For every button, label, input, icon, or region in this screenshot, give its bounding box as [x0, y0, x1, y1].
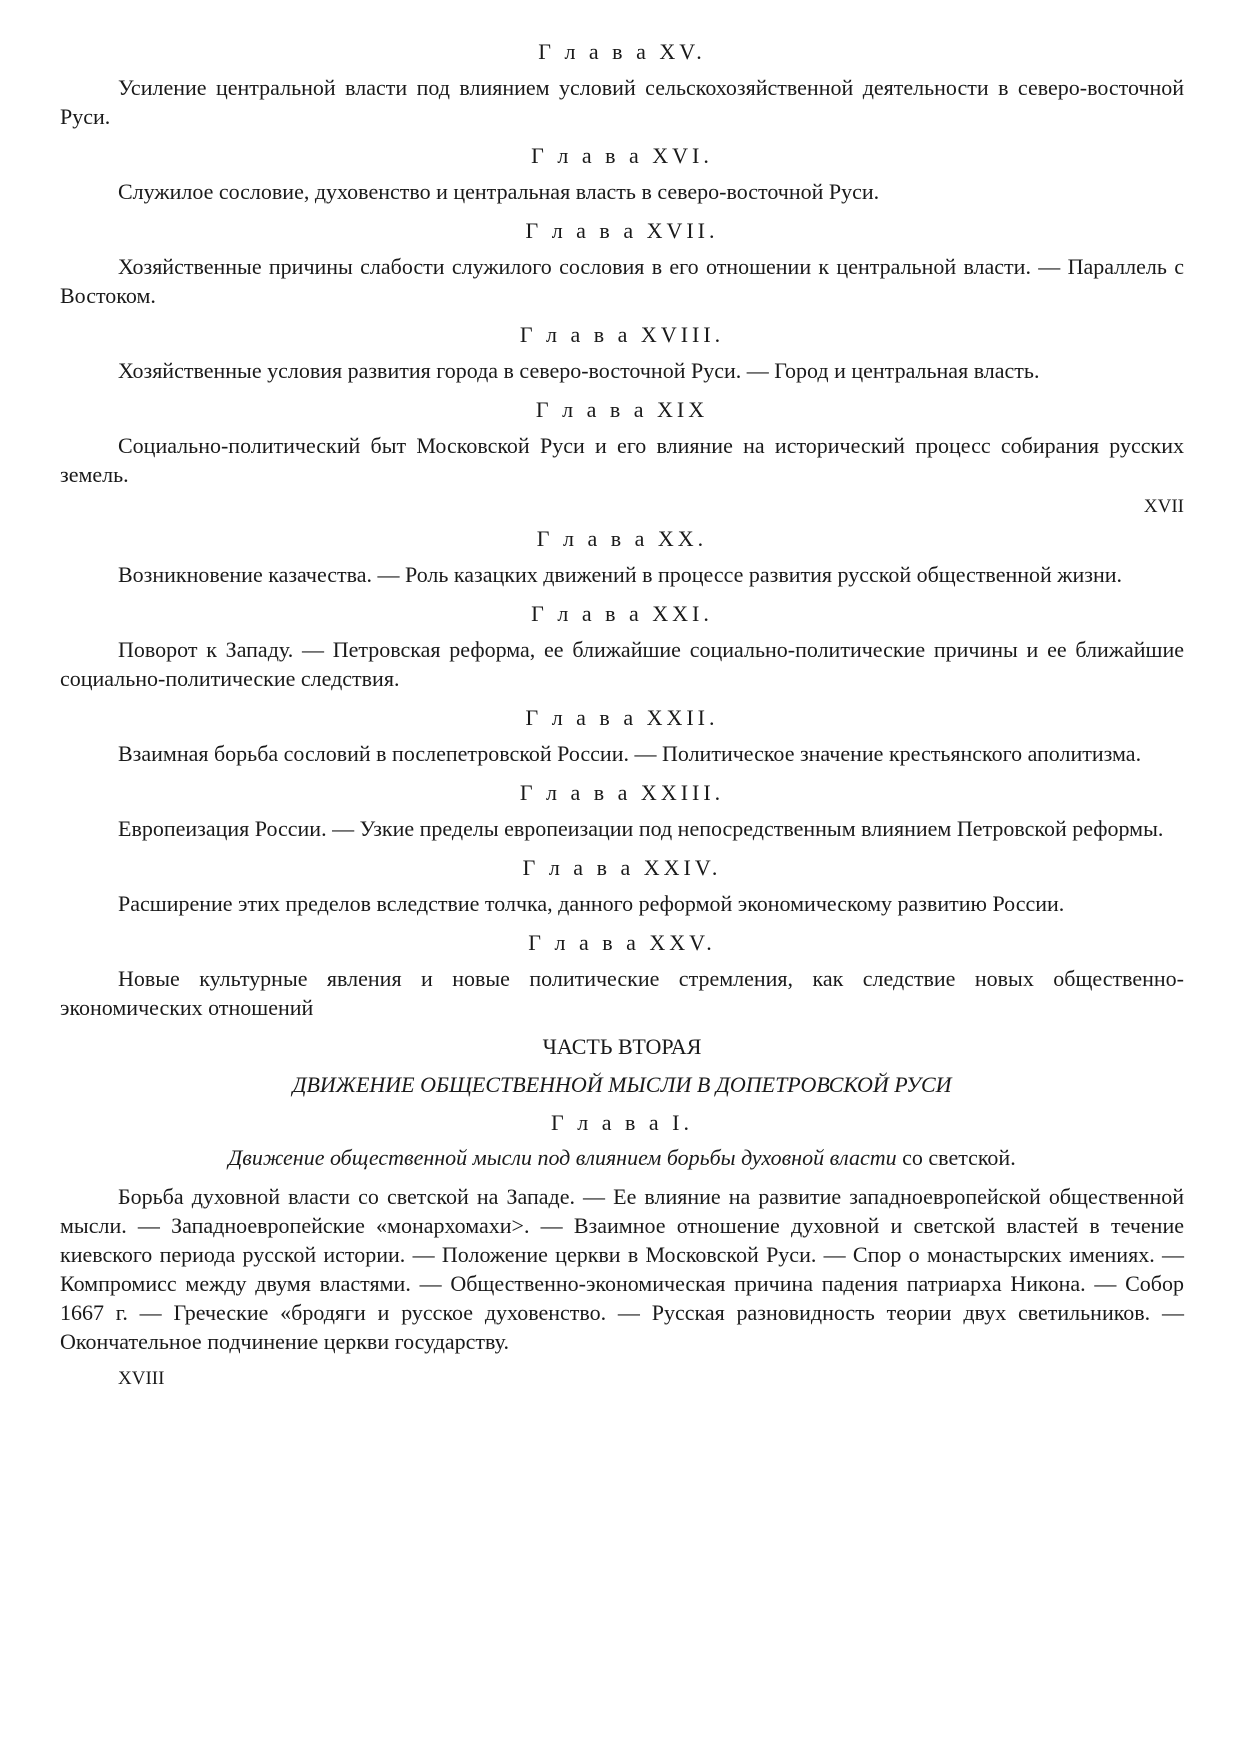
part2-chapter-subtitle — [60, 1144, 1184, 1172]
chapter-summary-25: Новые культурные явления и новые политические стремления, как следствие новых общественно-экономических отношений — [60, 966, 1184, 1020]
chapter-heading-21: Г л а в а XXI. — [531, 601, 713, 626]
chapter-heading-19: Г л а в а XIX — [535, 397, 709, 422]
chapter-heading-17: Г л а в а XVII. — [525, 218, 719, 243]
document-page — [60, 38, 1184, 1391]
chapter-summary-17: Хозяйственные причины слабости служилого сословия в его отношении к центральной власти. — Параллель с Востоком. — [60, 254, 1184, 308]
chapter-summary-15: Усиление центральной власти под влиянием условий сельскохозяйственной деятельности в северо-восточной Руси. — [60, 75, 1184, 129]
chapter-heading-22: Г л а в а XXII. — [525, 705, 719, 730]
chapter-summary-24: Расширение этих пределов вследствие толчка, данного реформой экономическому развитию России. — [118, 891, 1065, 916]
chapter-summary-16: Служилое сословие, духовенство и центральная власть в северо-восточной Руси. — [118, 179, 880, 204]
chapter-heading-16: Г л а в а XVI. — [531, 143, 713, 168]
chapter-subtitle-rest: со светской. — [896, 1145, 1016, 1170]
page-number-bottom: XVIII — [118, 1368, 165, 1389]
chapter-summary-18: Хозяйственные условия развития города в северо-восточной Руси. — Город и центральная власть. — [118, 358, 1040, 383]
chapter-subtitle-italic: Движение общественной мысли под влиянием борьбы духовной власти — [228, 1145, 897, 1170]
chapter-heading-20: Г л а в а XX. — [536, 526, 708, 551]
chapter-heading-23: Г л а в а XXIII. — [519, 780, 725, 805]
chapter-summary-22: Взаимная борьба сословий в послепетровской России. — Политическое значение крестьянского аполитизма. — [118, 741, 1142, 766]
part-title: ЧАСТЬ ВТОРАЯ — [542, 1034, 702, 1059]
chapter-heading-18: Г л а в а XVIII. — [519, 322, 725, 347]
chapter-summary-21: Поворот к Западу. — Петровская реформа, ее ближайшие социально-политические причины и ее ближайшие социально-политические следствия. — [60, 637, 1184, 691]
part2-chapter-summary-1: Борьба духовной власти со светской на Западе. — Ее влияние на развитие западноевропейской общественной мысли. — Западноевропейские «монархомахи>. — Взаимное отношение духовной и светской властей в течение киевского периода русской истории. — Положение церкви в Московской Руси. — Спор о монастырских имениях. — Компромисс между двумя властями. — Общественно-экономическая причина падения патриарха Никона. — Собор 1667 г. — Греческие «бродяги и русское духовенство. — Русская разновидность теории двух светильников. — Окончательное подчинение церкви государству. — [60, 1184, 1184, 1354]
chapter-heading-24: Г л а в а XXIV. — [522, 855, 722, 880]
chapter-summary-20: Возникновение казачества. — Роль казацких движений в процессе развития русской общественной жизни. — [118, 562, 1122, 587]
page-number-top: XVII — [1143, 496, 1184, 517]
part-subtitle: ДВИЖЕНИЕ ОБЩЕСТВЕННОЙ МЫСЛИ В ДОПЕТРОВСКОЙ РУСИ — [292, 1072, 952, 1097]
chapter-heading-15: Г л а в а XV. — [538, 39, 706, 64]
part2-chapter-heading-1: Г л а в а I. — [551, 1110, 693, 1135]
chapter-summary-19: Социально-политический быт Московской Руси и его влияние на исторический процесс собирания русских земель. — [60, 433, 1184, 487]
chapter-heading-25: Г л а в а XXV. — [528, 930, 716, 955]
chapter-summary-23: Европеизация России. — Узкие пределы европеизации под непосредственным влиянием Петровской реформы. — [118, 816, 1164, 841]
